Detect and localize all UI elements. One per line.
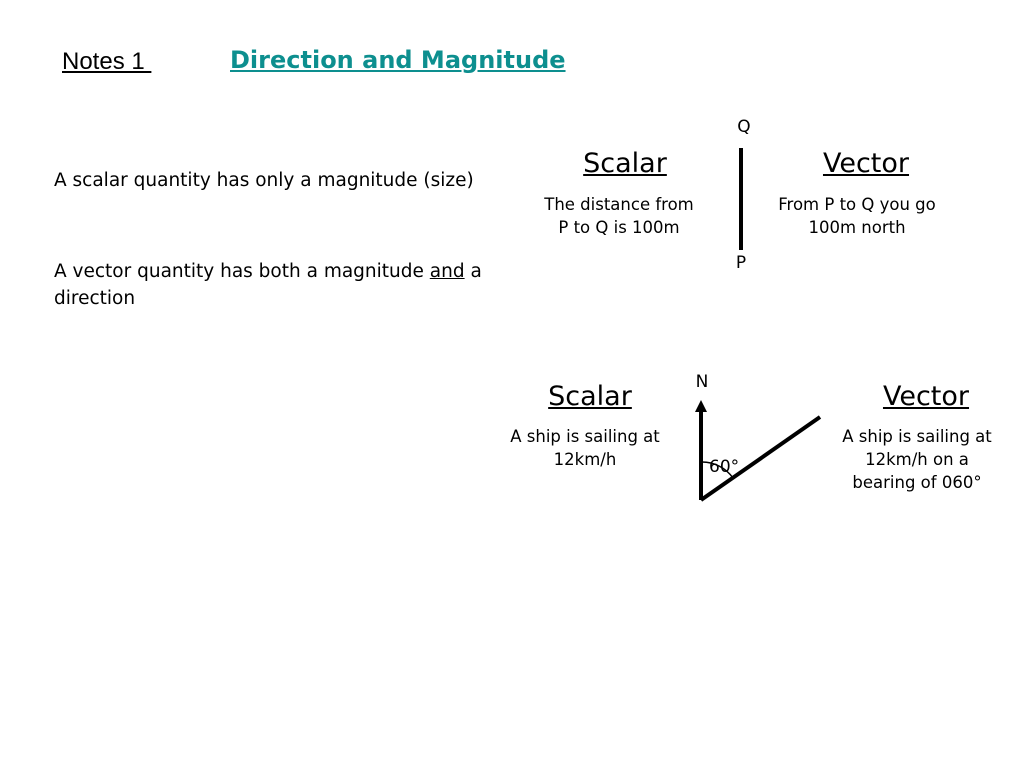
vector-text-2: A ship is sailing at 12km/h on a bearing of 060°: [842, 427, 992, 492]
scalar-text-1: The distance from P to Q is 100m: [544, 195, 694, 237]
vector-heading-1: Vector: [822, 148, 910, 179]
page-title: Direction and Magnitude: [230, 46, 566, 74]
angle-label: 60°: [709, 457, 740, 477]
vector-text-1: From P to Q you go 100m north: [778, 195, 936, 237]
notes-label: Notes 1: [62, 48, 152, 75]
scalar-heading-1: Scalar: [583, 148, 667, 179]
north-arrowhead: [695, 400, 707, 412]
vector-definition-suffix: a direction: [54, 261, 482, 309]
scalar-heading-2: Scalar: [548, 381, 632, 412]
scalar-text-2: A ship is sailing at 12km/h: [510, 427, 660, 469]
scalar-definition: A scalar quantity has only a magnitude (size): [54, 170, 474, 191]
vector-heading-2: Vector: [882, 381, 970, 412]
point-q-label: Q: [737, 117, 751, 137]
vector-definition-and: and: [429, 261, 465, 282]
north-label: N: [695, 372, 709, 392]
vector-definition-prefix: A vector quantity has both a magnitude: [54, 261, 430, 282]
point-p-label: P: [735, 253, 747, 273]
